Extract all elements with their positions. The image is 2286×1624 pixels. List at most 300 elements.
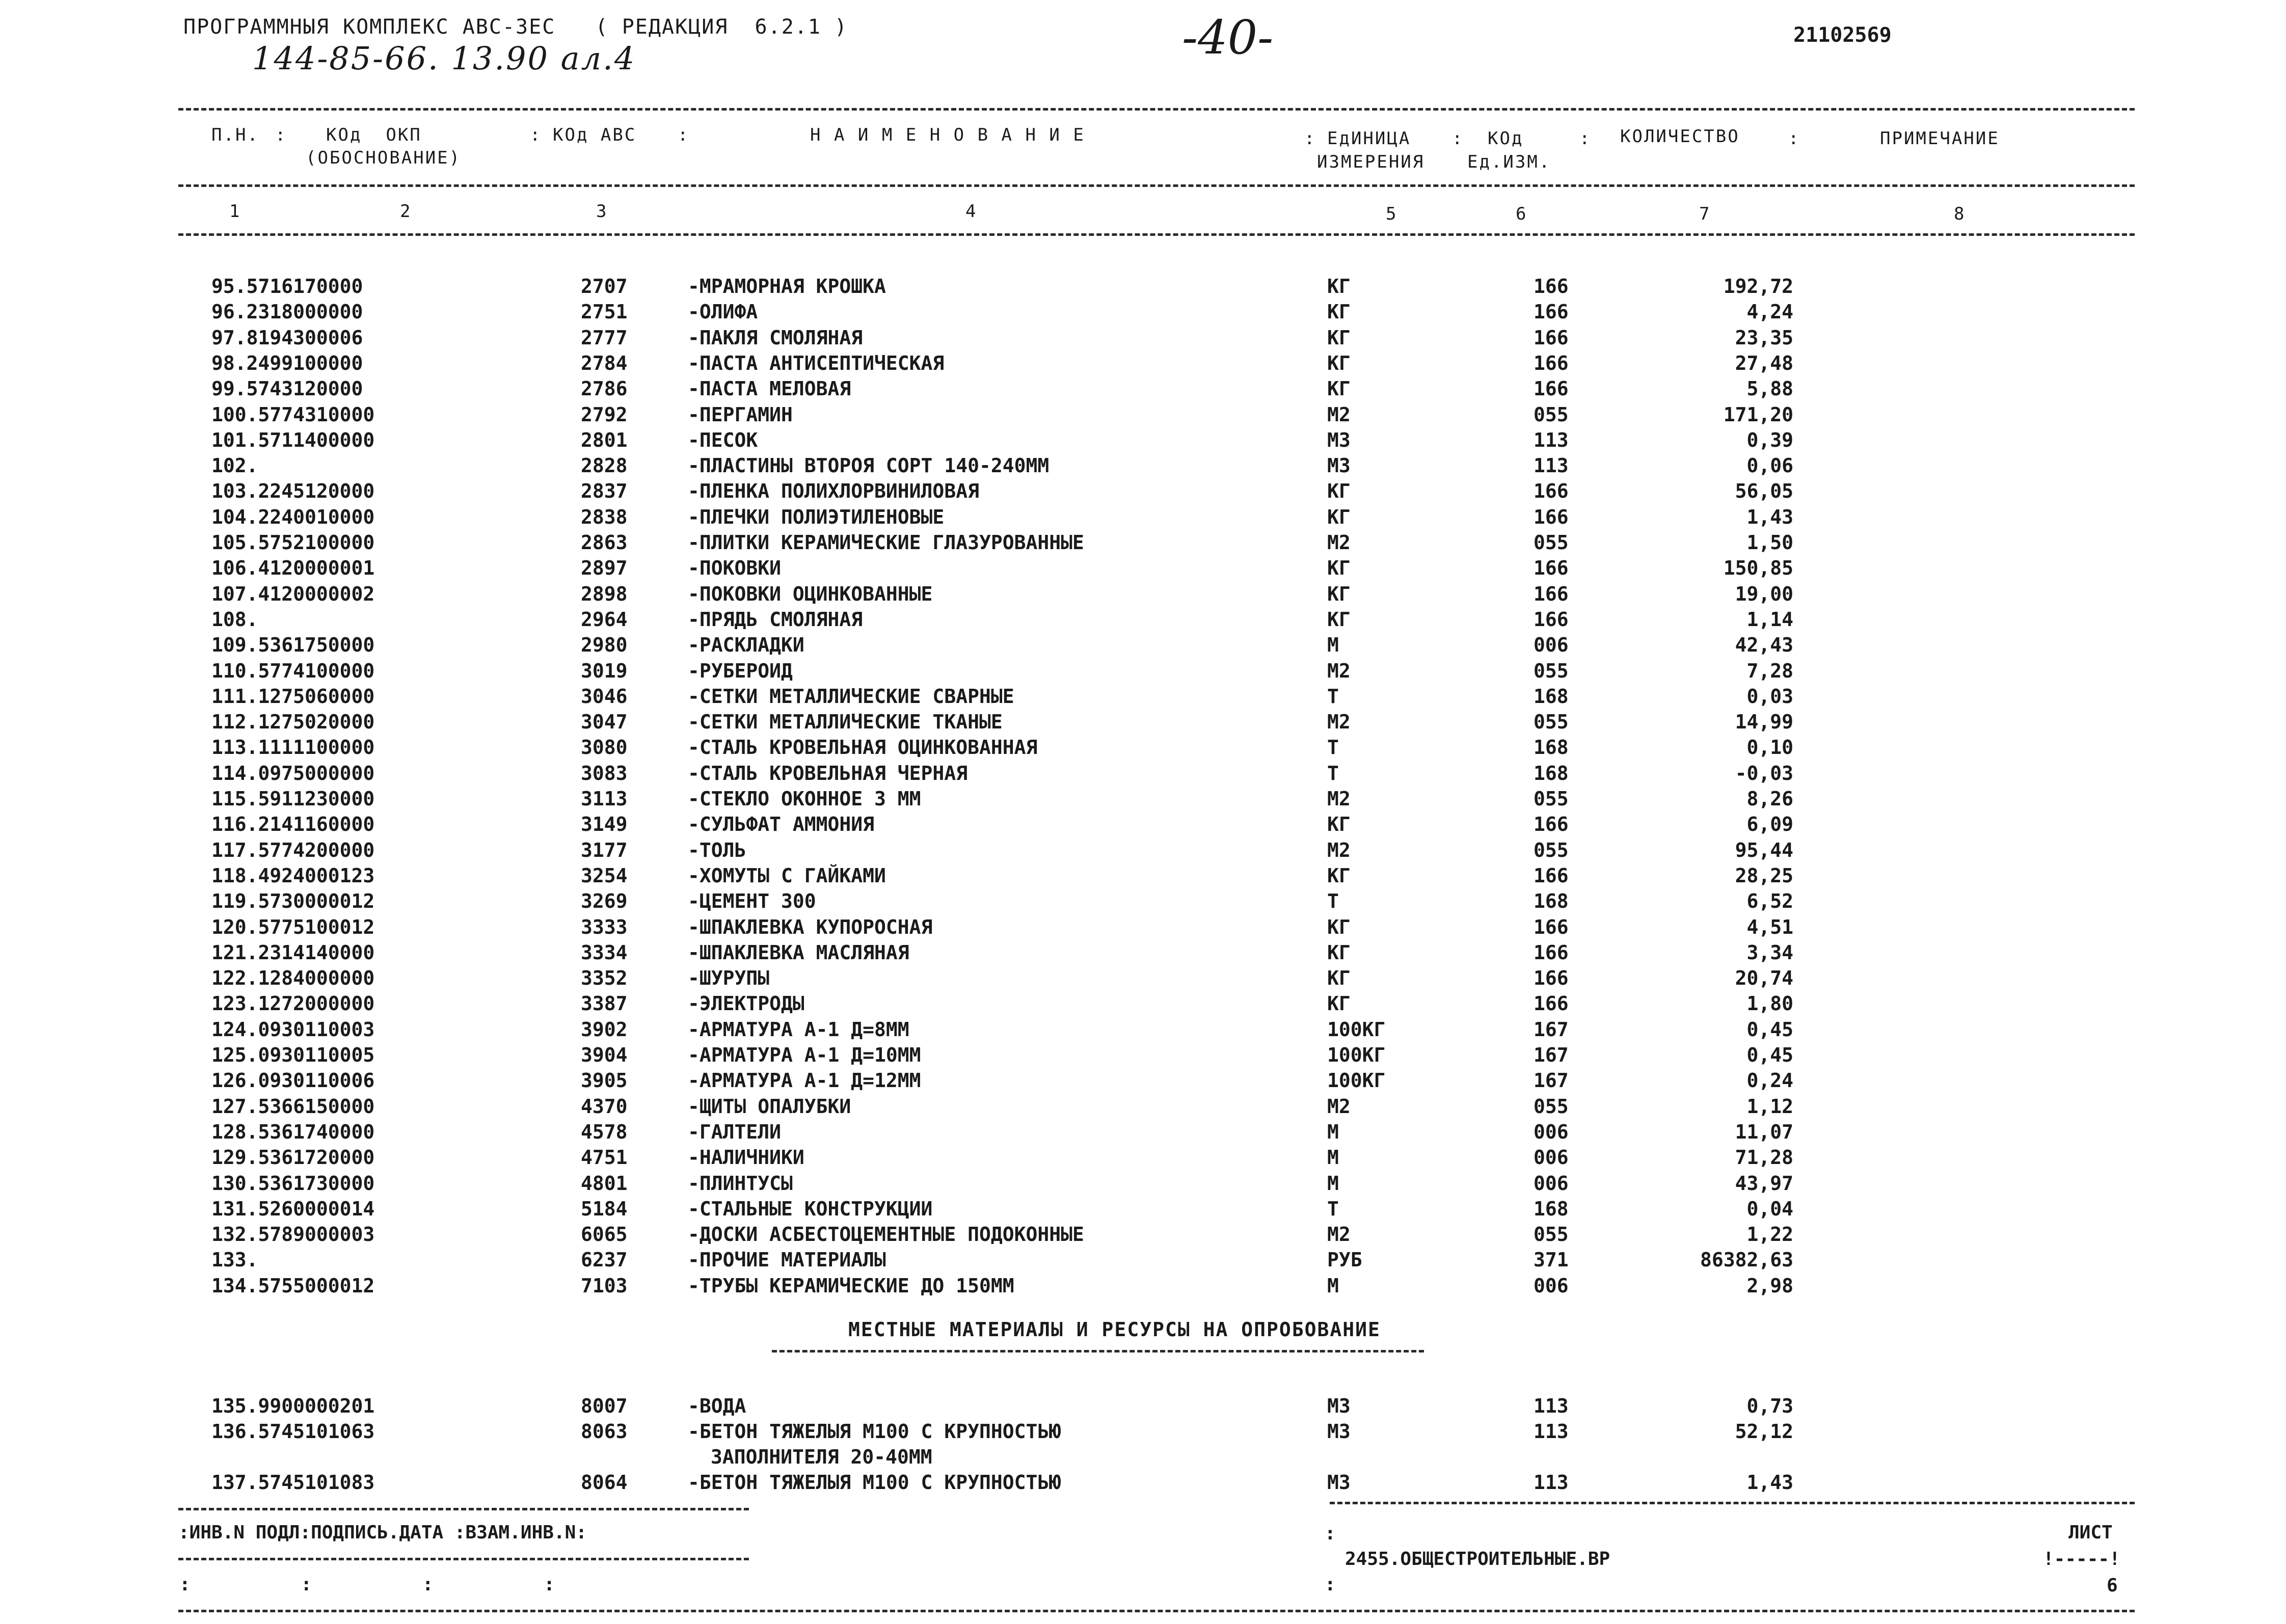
col-number-7: 7 xyxy=(1699,204,1711,224)
unit-code: 055 xyxy=(1534,711,1569,734)
row-number: 130.5361730000 xyxy=(211,1172,375,1195)
quantity: 1,50 xyxy=(1746,531,1793,554)
abc-code: 2801 xyxy=(581,428,628,451)
footer-title-colon: : xyxy=(1325,1574,1336,1595)
table-row xyxy=(0,1471,2286,1497)
row-number: 123.1272000000 xyxy=(211,992,375,1015)
unit-of-measure: КГ xyxy=(1327,275,1351,297)
item-name: -СТАЛЬ КРОВЕЛЬНАЯ ЧЕРНАЯ xyxy=(688,762,968,784)
unit-of-measure: Т xyxy=(1327,1197,1339,1220)
unit-of-measure: М xyxy=(1327,1172,1339,1195)
footer-top-rule-right xyxy=(1330,1502,2135,1504)
item-name: -БЕТОН ТЯЖЕЛЫЯ М100 С КРУПНОСТЬЮ xyxy=(688,1420,1061,1443)
item-name: -СУЛЬФАТ АММОНИЯ xyxy=(688,813,875,836)
abc-code: 3083 xyxy=(581,762,628,784)
table-row xyxy=(0,916,2286,941)
table-row xyxy=(0,1121,2286,1146)
unit-of-measure: М3 xyxy=(1327,1395,1351,1417)
col-header-4: Н А И М Е Н О В А Н И Е xyxy=(810,125,1085,145)
unit-of-measure: КГ xyxy=(1327,326,1351,349)
sheet-number: 6 xyxy=(2107,1575,2118,1596)
unit-code: 166 xyxy=(1534,582,1569,605)
row-number: 137.5745101083 xyxy=(211,1471,375,1494)
item-name: -СТАЛЬ КРОВЕЛЬНАЯ ОЦИНКОВАННАЯ xyxy=(688,736,1038,759)
abc-code: 2828 xyxy=(581,454,628,477)
item-name: -ЭЛЕКТРОДЫ xyxy=(688,992,804,1015)
unit-code: 006 xyxy=(1534,1120,1569,1143)
item-name: -АРМАТУРА А-1 Д=10ММ xyxy=(688,1044,921,1066)
abc-code: 2863 xyxy=(581,531,628,554)
row-number: 107.4120000002 xyxy=(211,582,375,605)
unit-of-measure: КГ xyxy=(1327,967,1351,990)
abc-code: 2964 xyxy=(581,608,628,631)
unit-of-measure: М2 xyxy=(1327,788,1351,810)
quantity: 171,20 xyxy=(1723,403,1793,426)
col-header-6: КОд xyxy=(1488,128,1524,149)
footer-top-rule-left xyxy=(178,1508,749,1510)
table-row xyxy=(0,634,2286,659)
document-title: 2455.ОБЩЕСТРОИТЕЛЬНЫЕ.ВР xyxy=(1345,1549,1610,1569)
unit-of-measure: М2 xyxy=(1327,1223,1351,1246)
item-name: -ОЛИФА xyxy=(688,301,758,323)
unit-of-measure: 100КГ xyxy=(1327,1069,1386,1092)
unit-of-measure: М3 xyxy=(1327,1420,1351,1443)
item-name: -ПЕСОК xyxy=(688,428,758,451)
table-row xyxy=(0,506,2286,531)
table-row xyxy=(0,967,2286,992)
col-number-5: 5 xyxy=(1386,204,1398,224)
col-sep: : xyxy=(678,125,690,145)
unit-of-measure: М2 xyxy=(1327,403,1351,426)
section-underline xyxy=(772,1350,1424,1352)
quantity: 71,28 xyxy=(1735,1146,1793,1169)
footer-bottom-rule xyxy=(178,1610,2135,1612)
unit-of-measure: М3 xyxy=(1327,1471,1351,1494)
unit-code: 113 xyxy=(1534,1395,1569,1417)
unit-code: 006 xyxy=(1534,634,1569,657)
item-name: -ПРОЧИЕ МАТЕРИАЛЫ xyxy=(688,1249,886,1271)
quantity: 28,25 xyxy=(1735,864,1793,887)
handwritten-note: 144-85-66. 13.90 ал.4 xyxy=(252,40,636,77)
unit-code: 055 xyxy=(1534,659,1569,682)
footer-mid-rule-left xyxy=(178,1558,749,1560)
quantity: 11,07 xyxy=(1735,1120,1793,1143)
row-number: 116.2141160000 xyxy=(211,813,375,836)
item-name: -ПЛЕЧКИ ПОЛИЭТИЛЕНОВЫЕ xyxy=(688,505,945,528)
abc-code: 3046 xyxy=(581,685,628,708)
quantity: 2,98 xyxy=(1746,1274,1793,1297)
quantity: 5,88 xyxy=(1746,377,1793,400)
quantity: 43,97 xyxy=(1735,1172,1793,1195)
unit-of-measure: КГ xyxy=(1327,505,1351,528)
document-number: 21102569 xyxy=(1793,23,1892,47)
abc-code: 2751 xyxy=(581,301,628,323)
item-name: -РУБЕРОИД xyxy=(688,659,793,682)
table-row xyxy=(0,864,2286,890)
unit-of-measure: 100КГ xyxy=(1327,1018,1386,1041)
unit-code: 166 xyxy=(1534,480,1569,503)
unit-of-measure: КГ xyxy=(1327,351,1351,374)
unit-of-measure: Т xyxy=(1327,762,1339,784)
row-number: 113.1111100000 xyxy=(211,736,375,759)
col-header-2: КОд ОКП xyxy=(326,125,422,145)
sheet-box-rule: !-----! xyxy=(2043,1549,2120,1569)
row-number: 125.0930110005 xyxy=(211,1044,375,1066)
quantity: -0,03 xyxy=(1735,762,1793,784)
abc-code: 3047 xyxy=(581,711,628,734)
table-row xyxy=(0,275,2286,301)
quantity: 7,28 xyxy=(1746,659,1793,682)
unit-code: 167 xyxy=(1534,1018,1569,1041)
item-name: -ПАСТА АНТИСЕПТИЧЕСКАЯ xyxy=(688,351,945,374)
quantity: 19,00 xyxy=(1735,582,1793,605)
item-name: -ШПАКЛЕВКА КУПОРОСНАЯ xyxy=(688,915,933,938)
col-number-6: 6 xyxy=(1516,204,1528,224)
unit-code: 166 xyxy=(1534,301,1569,323)
quantity: 4,51 xyxy=(1746,915,1793,938)
item-name: -РАСКЛАДКИ xyxy=(688,634,804,657)
col-sep: : xyxy=(1452,128,1464,149)
row-number: 119.5730000012 xyxy=(211,890,375,913)
abc-code: 4578 xyxy=(581,1120,628,1143)
unit-code: 166 xyxy=(1534,864,1569,887)
row-number: 133. xyxy=(211,1249,258,1271)
abc-code: 4801 xyxy=(581,1172,628,1195)
unit-code: 166 xyxy=(1534,813,1569,836)
unit-of-measure: Т xyxy=(1327,685,1339,708)
table-row xyxy=(0,1395,2286,1420)
item-name: -ХОМУТЫ С ГАЙКАМИ xyxy=(688,864,886,887)
table-row xyxy=(0,1044,2286,1069)
col-number-4: 4 xyxy=(965,201,978,222)
quantity: 52,12 xyxy=(1735,1420,1793,1443)
abc-code: 5184 xyxy=(581,1197,628,1220)
item-name: -ПАСТА МЕЛОВАЯ xyxy=(688,377,851,400)
unit-code: 371 xyxy=(1534,1249,1569,1271)
item-name: -АРМАТУРА А-1 Д=12ММ xyxy=(688,1069,921,1092)
unit-code: 166 xyxy=(1534,992,1569,1015)
row-number: 127.5366150000 xyxy=(211,1095,375,1118)
section-title: МЕСТНЫЕ МАТЕРИАЛЫ И РЕСУРСЫ НА ОПРОБОВАНИЕ xyxy=(848,1318,1381,1341)
row-number: 104.2240010000 xyxy=(211,505,375,528)
item-name: -ПЛИНТУСЫ xyxy=(688,1172,793,1195)
item-name: -ТРУБЫ КЕРАМИЧЕСКИЕ ДО 150ММ xyxy=(688,1274,1014,1297)
abc-code: 2784 xyxy=(581,351,628,374)
unit-code: 167 xyxy=(1534,1044,1569,1066)
unit-code: 168 xyxy=(1534,736,1569,759)
unit-code: 113 xyxy=(1534,1420,1569,1443)
table-row xyxy=(0,736,2286,762)
col-header-3: КОд АВС xyxy=(553,125,637,145)
unit-code: 006 xyxy=(1534,1146,1569,1169)
row-number: 103.2245120000 xyxy=(211,480,375,503)
quantity: 0,10 xyxy=(1746,736,1793,759)
quantity: 1,43 xyxy=(1746,1471,1793,1494)
row-number: 126.0930110006 xyxy=(211,1069,375,1092)
unit-of-measure: М3 xyxy=(1327,454,1351,477)
row-number: 109.5361750000 xyxy=(211,634,375,657)
item-name: -СЕТКИ МЕТАЛЛИЧЕСКИЕ ТКАНЫЕ xyxy=(688,711,1003,734)
abc-code: 3334 xyxy=(581,941,628,964)
table-top-rule xyxy=(178,108,2135,111)
abc-code: 8007 xyxy=(581,1395,628,1417)
quantity: 0,73 xyxy=(1746,1395,1793,1417)
abc-code: 3902 xyxy=(581,1018,628,1041)
stamp-labels: :ИНВ.N ПОДЛ:ПОДПИСЬ.ДАТА :ВЗАМ.ИНВ.N: xyxy=(178,1522,587,1543)
row-number: 102. xyxy=(211,454,258,477)
table-row xyxy=(0,403,2286,429)
row-number: 98.2499100000 xyxy=(211,351,363,374)
abc-code: 2898 xyxy=(581,582,628,605)
item-name: -МРАМОРНАЯ КРОШКА xyxy=(688,275,886,297)
row-number: 129.5361720000 xyxy=(211,1146,375,1169)
item-name: -ПЛЕНКА ПОЛИХЛОРВИНИЛОВАЯ xyxy=(688,480,979,503)
table-row xyxy=(0,992,2286,1018)
table-row xyxy=(0,327,2286,352)
abc-code: 2837 xyxy=(581,480,628,503)
abc-code: 2980 xyxy=(581,634,628,657)
quantity: 14,99 xyxy=(1735,711,1793,734)
abc-code: 2707 xyxy=(581,275,628,297)
col-sep: : xyxy=(530,125,542,145)
quantity: 56,05 xyxy=(1735,480,1793,503)
quantity: 0,39 xyxy=(1746,428,1793,451)
unit-of-measure: КГ xyxy=(1327,608,1351,631)
row-number: 110.5774100000 xyxy=(211,659,375,682)
abc-code: 3080 xyxy=(581,736,628,759)
item-name: -ПОКОВКИ xyxy=(688,557,782,580)
unit-code: 055 xyxy=(1534,531,1569,554)
table-row xyxy=(0,1172,2286,1198)
item-name: -НАЛИЧНИКИ xyxy=(688,1146,804,1169)
unit-of-measure: КГ xyxy=(1327,301,1351,323)
quantity: 23,35 xyxy=(1735,326,1793,349)
row-number: 95.5716170000 xyxy=(211,275,363,297)
quantity: 150,85 xyxy=(1723,557,1793,580)
table-row xyxy=(0,557,2286,582)
row-number: 112.1275020000 xyxy=(211,711,375,734)
table-row xyxy=(0,1095,2286,1121)
row-number: 114.0975000000 xyxy=(211,762,375,784)
unit-code: 055 xyxy=(1534,838,1569,861)
unit-code: 166 xyxy=(1534,967,1569,990)
table-row xyxy=(0,1223,2286,1249)
unit-code: 055 xyxy=(1534,403,1569,426)
unit-code: 166 xyxy=(1534,941,1569,964)
item-name: -ПАКЛЯ СМОЛЯНАЯ xyxy=(688,326,863,349)
unit-code: 167 xyxy=(1534,1069,1569,1092)
row-number: 124.0930110003 xyxy=(211,1018,375,1041)
table-row xyxy=(0,583,2286,608)
quantity: 8,26 xyxy=(1746,788,1793,810)
item-name: -ЩИТЫ ОПАЛУБКИ xyxy=(688,1095,851,1118)
unit-of-measure: М2 xyxy=(1327,531,1351,554)
item-name: -СТЕКЛО ОКОННОЕ 3 ММ xyxy=(688,788,921,810)
unit-code: 166 xyxy=(1534,557,1569,580)
item-name: -ГАЛТЕЛИ xyxy=(688,1120,782,1143)
unit-of-measure: М xyxy=(1327,1274,1339,1297)
abc-code: 8064 xyxy=(581,1471,628,1494)
item-name: -ДОСКИ АСБЕСТОЦЕМЕНТНЫЕ ПОДОКОННЫЕ xyxy=(688,1223,1084,1246)
quantity: 95,44 xyxy=(1735,838,1793,861)
column-number-rule xyxy=(178,233,2135,236)
quantity: 1,43 xyxy=(1746,505,1793,528)
col-header-5b: ИЗМЕРЕНИЯ xyxy=(1317,152,1425,172)
unit-code: 166 xyxy=(1534,377,1569,400)
unit-code: 166 xyxy=(1534,608,1569,631)
unit-of-measure: 100КГ xyxy=(1327,1044,1386,1066)
table-row xyxy=(0,762,2286,788)
col-sep: : xyxy=(1304,128,1316,149)
unit-code: 166 xyxy=(1534,275,1569,297)
footer-title-colon: : xyxy=(1325,1523,1336,1544)
quantity: 0,03 xyxy=(1746,685,1793,708)
unit-of-measure: КГ xyxy=(1327,557,1351,580)
item-name: -ВОДА xyxy=(688,1395,746,1417)
unit-code: 006 xyxy=(1534,1172,1569,1195)
unit-of-measure: РУБ xyxy=(1327,1249,1362,1271)
unit-code: 055 xyxy=(1534,1223,1569,1246)
unit-of-measure: М xyxy=(1327,1146,1339,1169)
item-name: -ПОКОВКИ ОЦИНКОВАННЫЕ xyxy=(688,582,933,605)
table-row xyxy=(0,1069,2286,1095)
row-number: 99.5743120000 xyxy=(211,377,363,400)
item-name: -ПЕРГАМИН xyxy=(688,403,793,426)
table-row xyxy=(0,531,2286,557)
quantity: 42,43 xyxy=(1735,634,1793,657)
abc-code: 3177 xyxy=(581,838,628,861)
col-sep: : xyxy=(1579,128,1592,149)
quantity: 1,14 xyxy=(1746,608,1793,631)
unit-of-measure: М2 xyxy=(1327,838,1351,861)
abc-code: 2897 xyxy=(581,557,628,580)
abc-code: 2777 xyxy=(581,326,628,349)
row-number: 101.5711400000 xyxy=(211,428,375,451)
abc-code: 3149 xyxy=(581,813,628,836)
page-number: -40- xyxy=(1182,10,1274,65)
quantity: 6,09 xyxy=(1746,813,1793,836)
unit-of-measure: КГ xyxy=(1327,992,1351,1015)
row-number: 117.5774200000 xyxy=(211,838,375,861)
row-number: 115.5911230000 xyxy=(211,788,375,810)
table-row xyxy=(0,608,2286,634)
item-name: -ТОЛЬ xyxy=(688,838,746,861)
unit-of-measure: Т xyxy=(1327,890,1339,913)
unit-code: 166 xyxy=(1534,915,1569,938)
unit-code: 166 xyxy=(1534,351,1569,374)
quantity: 27,48 xyxy=(1735,351,1793,374)
table-row xyxy=(0,480,2286,505)
abc-code: 3387 xyxy=(581,992,628,1015)
unit-code: 055 xyxy=(1534,1095,1569,1118)
row-number: 106.4120000001 xyxy=(211,557,375,580)
item-name: -АРМАТУРА А-1 Д=8ММ xyxy=(688,1018,909,1041)
row-number: 111.1275060000 xyxy=(211,685,375,708)
row-number: 131.5260000014 xyxy=(211,1197,375,1220)
col-sep: : xyxy=(275,125,287,145)
item-name: -ПЛАСТИНЫ ВТОРОЯ СОРТ 140-240ММ xyxy=(688,454,1050,477)
abc-code: 2786 xyxy=(581,377,628,400)
table-row xyxy=(0,941,2286,967)
unit-of-measure: М2 xyxy=(1327,711,1351,734)
abc-code: 4751 xyxy=(581,1146,628,1169)
table-row xyxy=(0,1249,2286,1274)
unit-of-measure: КГ xyxy=(1327,864,1351,887)
quantity: 0,06 xyxy=(1746,454,1793,477)
quantity: 0,04 xyxy=(1746,1197,1793,1220)
unit-code: 113 xyxy=(1534,1471,1569,1494)
item-name: -ПРЯДЬ СМОЛЯНАЯ xyxy=(688,608,863,631)
item-name-continuation: ЗАПОЛНИТЕЛЯ 20-40ММ xyxy=(711,1446,932,1468)
col-header-8: ПРИМЕЧАНИЕ xyxy=(1880,128,2000,149)
item-name: -ЦЕМЕНТ 300 xyxy=(688,890,816,913)
unit-of-measure: М2 xyxy=(1327,659,1351,682)
col-header-1: П.Н. xyxy=(211,125,259,145)
abc-code: 4370 xyxy=(581,1095,628,1118)
table-row xyxy=(0,1420,2286,1446)
sheet-label: ЛИСТ xyxy=(2068,1522,2113,1543)
abc-code: 3333 xyxy=(581,915,628,938)
table-row xyxy=(0,890,2286,915)
abc-code: 3352 xyxy=(581,967,628,990)
abc-code: 8063 xyxy=(581,1420,628,1443)
item-name: -СЕТКИ МЕТАЛЛИЧЕСКИЕ СВАРНЫЕ xyxy=(688,685,1014,708)
col-header-7: КОЛИЧЕСТВО xyxy=(1620,126,1740,147)
unit-code: 113 xyxy=(1534,428,1569,451)
item-name: -ШПАКЛЕВКА МАСЛЯНАЯ xyxy=(688,941,909,964)
program-title: ПРОГРАММНЫЯ КОМПЛЕКС АВС-3ЕС ( РЕДАКЦИЯ 6.2.1 ) xyxy=(183,15,848,39)
unit-code: 168 xyxy=(1534,1197,1569,1220)
abc-code: 6237 xyxy=(581,1249,628,1271)
row-number: 122.1284000000 xyxy=(211,967,375,990)
table-row-continuation xyxy=(0,1446,2286,1471)
unit-of-measure: М xyxy=(1327,634,1339,657)
item-name: -ШУРУПЫ xyxy=(688,967,770,990)
table-row xyxy=(0,1275,2286,1300)
unit-of-measure: КГ xyxy=(1327,813,1351,836)
unit-of-measure: М3 xyxy=(1327,428,1351,451)
quantity: 1,22 xyxy=(1746,1223,1793,1246)
abc-code: 2792 xyxy=(581,403,628,426)
row-number: 118.4924000123 xyxy=(211,864,375,887)
unit-code: 166 xyxy=(1534,505,1569,528)
col-header-2b: (ОБОСНОВАНИЕ) xyxy=(306,148,462,168)
quantity: 0,45 xyxy=(1746,1018,1793,1041)
abc-code: 3269 xyxy=(581,890,628,913)
table-row xyxy=(0,839,2286,864)
abc-code: 2838 xyxy=(581,505,628,528)
table-row xyxy=(0,301,2286,326)
unit-code: 055 xyxy=(1534,788,1569,810)
stamp-cells: : : : : xyxy=(179,1574,555,1595)
unit-code: 166 xyxy=(1534,326,1569,349)
unit-of-measure: КГ xyxy=(1327,915,1351,938)
table-row xyxy=(0,377,2286,403)
abc-code: 6065 xyxy=(581,1223,628,1246)
row-number: 136.5745101063 xyxy=(211,1420,375,1443)
row-number: 121.2314140000 xyxy=(211,941,375,964)
row-number: 120.5775100012 xyxy=(211,915,375,938)
row-number: 135.9900000201 xyxy=(211,1395,375,1417)
col-header-5: ЕдИНИЦА xyxy=(1327,128,1411,149)
quantity: 20,74 xyxy=(1735,967,1793,990)
quantity: 192,72 xyxy=(1723,275,1793,297)
row-number: 97.8194300006 xyxy=(211,326,363,349)
abc-code: 3904 xyxy=(581,1044,628,1066)
table-row xyxy=(0,429,2286,454)
table-row xyxy=(0,788,2286,813)
item-name: -ПЛИТКИ КЕРАМИЧЕСКИЕ ГЛАЗУРОВАННЫЕ xyxy=(688,531,1084,554)
